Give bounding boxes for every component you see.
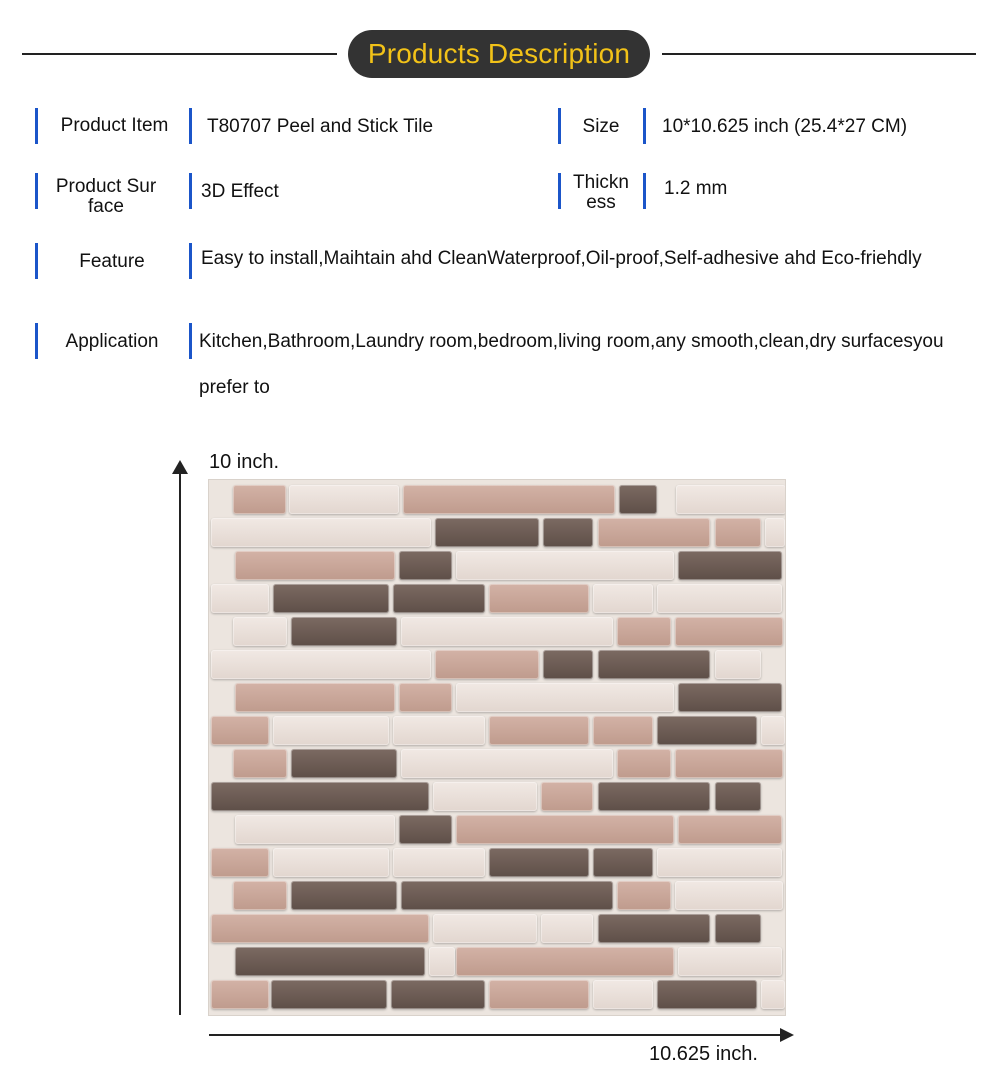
thickness-label-line2: ess xyxy=(586,192,616,213)
tile-brick xyxy=(657,848,782,877)
tile-brick xyxy=(233,749,287,778)
tile-brick xyxy=(657,716,757,745)
accent-bar xyxy=(189,108,192,144)
tile-brick xyxy=(233,881,287,910)
tile-brick xyxy=(543,518,593,547)
tile-brick xyxy=(211,650,431,679)
tile-brick xyxy=(235,551,395,580)
tile-brick xyxy=(271,980,387,1009)
tile-brick xyxy=(598,518,710,547)
tile-brick xyxy=(541,914,593,943)
tile-brick xyxy=(233,485,286,514)
tile-brick xyxy=(489,716,589,745)
accent-bar xyxy=(189,243,192,279)
tile-brick xyxy=(715,782,761,811)
width-dimension-label: 10.625 inch. xyxy=(649,1043,758,1065)
tile-brick xyxy=(435,518,539,547)
tile-brick xyxy=(456,815,674,844)
tile-brick xyxy=(211,980,269,1009)
tile-brick xyxy=(676,485,786,514)
accent-bar xyxy=(35,243,38,279)
thickness-value: 1.2 mm xyxy=(664,178,728,199)
tile-brick xyxy=(273,716,389,745)
tile-brick xyxy=(598,914,710,943)
tile-brick xyxy=(541,782,593,811)
tile-brick xyxy=(211,914,429,943)
tile-brick xyxy=(401,617,613,646)
application-label: Application xyxy=(65,331,159,352)
tile-brick xyxy=(489,980,589,1009)
height-dimension-line xyxy=(179,470,181,1015)
tile-brick xyxy=(235,947,425,976)
tile-brick xyxy=(678,947,782,976)
tile-brick xyxy=(399,815,452,844)
tile-brick xyxy=(593,980,653,1009)
size-value: 10*10.625 inch (25.4*27 CM) xyxy=(662,116,908,137)
tile-brick xyxy=(433,914,537,943)
accent-bar xyxy=(35,173,38,209)
tile-brick xyxy=(657,584,782,613)
tile-brick xyxy=(675,617,783,646)
tile-brick xyxy=(765,518,785,547)
tile-brick xyxy=(619,485,657,514)
tile-brick xyxy=(211,716,269,745)
accent-bar xyxy=(189,323,192,359)
size-label: Size xyxy=(582,116,620,137)
tile-brick xyxy=(456,683,674,712)
tile-brick xyxy=(715,650,761,679)
tile-brick xyxy=(391,980,485,1009)
product-surface-label-line1: Product Sur xyxy=(55,176,157,197)
product-item-value: T80707 Peel and Stick Tile xyxy=(207,116,434,137)
tile-brick xyxy=(393,584,485,613)
tile-brick xyxy=(291,881,397,910)
tile-brick xyxy=(678,683,782,712)
tile-brick xyxy=(291,617,397,646)
thickness-label xyxy=(566,173,636,213)
section-title xyxy=(348,30,650,78)
feature-label: Feature xyxy=(79,251,145,272)
header-divider-right xyxy=(662,53,976,55)
tile-brick xyxy=(598,782,710,811)
tile-brick xyxy=(761,716,785,745)
tile-brick xyxy=(273,848,389,877)
tile-brick xyxy=(429,947,455,976)
tile-brick xyxy=(489,848,589,877)
product-surface-label xyxy=(48,177,164,217)
application-value: Kitchen,Bathroom,Laundry room,bedroom,living room,any smooth,clean,dry surfacesyou prefer to xyxy=(199,331,944,398)
accent-bar xyxy=(35,323,38,359)
product-item-label: Product Item xyxy=(60,115,169,136)
tile-brick xyxy=(617,881,671,910)
tile-brick xyxy=(393,848,485,877)
tile-brick xyxy=(211,584,269,613)
tile-brick xyxy=(289,485,399,514)
tile-brick xyxy=(399,551,452,580)
tile-brick xyxy=(675,749,783,778)
tile-brick xyxy=(435,650,539,679)
product-surface-label-line2: face xyxy=(88,196,124,217)
tile-brick xyxy=(598,650,710,679)
tile-brick xyxy=(678,815,782,844)
accent-bar xyxy=(35,108,38,144)
tile-brick xyxy=(291,749,397,778)
tile-brick xyxy=(593,584,653,613)
section-title-text: Products Description xyxy=(367,38,631,69)
header-divider-left xyxy=(22,53,337,55)
tile-brick xyxy=(456,551,674,580)
tile-brick xyxy=(675,881,783,910)
tile-brick xyxy=(433,782,537,811)
feature-value: Easy to install,Maihtain ahd CleanWaterproof,Oil-proof,Self-adhesive ahd Eco-friehdly xyxy=(201,248,922,269)
accent-bar xyxy=(558,173,561,209)
tile-brick xyxy=(617,749,671,778)
tile-brick xyxy=(489,584,589,613)
tile-brick xyxy=(211,518,431,547)
accent-bar xyxy=(643,108,646,144)
tile-brick xyxy=(211,782,429,811)
tile-brick xyxy=(273,584,389,613)
tile-brick xyxy=(401,749,613,778)
width-dimension-line xyxy=(209,1034,781,1036)
tile-brick xyxy=(657,980,757,1009)
tile-product-image xyxy=(208,479,786,1016)
tile-brick xyxy=(715,518,761,547)
height-dimension-label: 10 inch. xyxy=(209,451,280,473)
tile-brick xyxy=(761,980,785,1009)
tile-brick xyxy=(543,650,593,679)
tile-brick xyxy=(678,551,782,580)
tile-brick xyxy=(399,683,452,712)
tile-brick xyxy=(401,881,613,910)
tile-brick xyxy=(593,716,653,745)
accent-bar xyxy=(558,108,561,144)
product-surface-value: 3D Effect xyxy=(201,181,279,202)
accent-bar xyxy=(643,173,646,209)
tile-brick xyxy=(617,617,671,646)
tile-brick xyxy=(233,617,287,646)
tile-brick xyxy=(235,683,395,712)
tile-brick xyxy=(403,485,615,514)
thickness-label-line1: Thickn xyxy=(573,172,629,193)
tile-brick xyxy=(715,914,761,943)
tile-brick xyxy=(235,815,395,844)
accent-bar xyxy=(189,173,192,209)
arrow-right-icon xyxy=(780,1028,794,1042)
tile-brick xyxy=(393,716,485,745)
tile-brick xyxy=(456,947,674,976)
tile-brick xyxy=(211,848,269,877)
tile-brick xyxy=(593,848,653,877)
